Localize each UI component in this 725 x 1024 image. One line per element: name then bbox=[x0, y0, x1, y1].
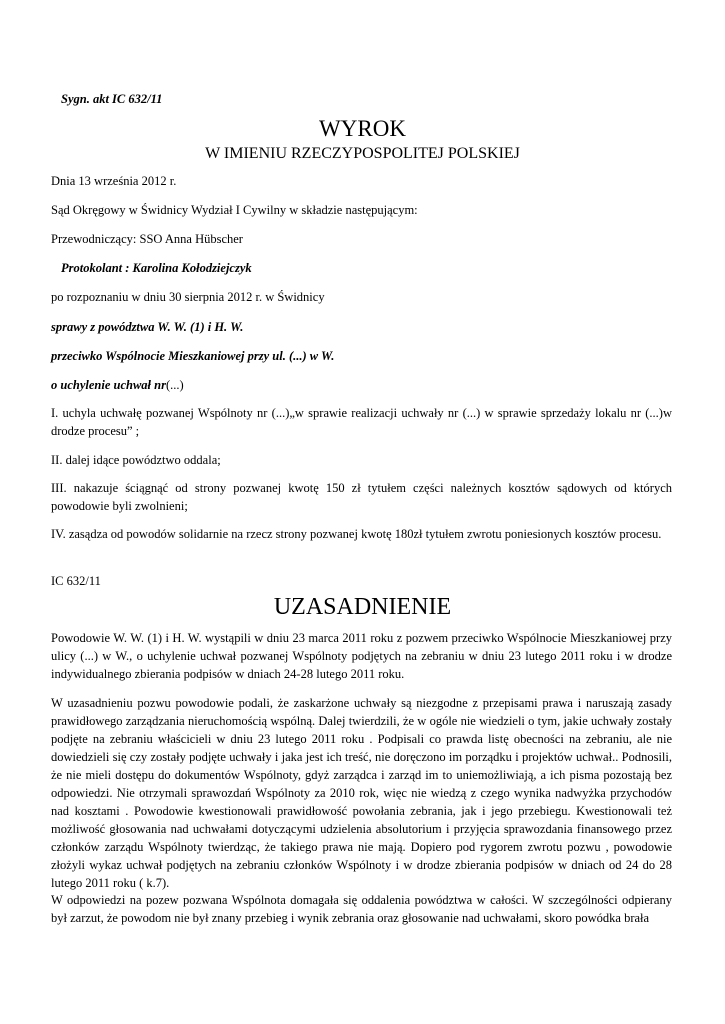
case-subject-ref: (...) bbox=[165, 378, 184, 392]
ruling-point-3: III. nakazuje ściągnąć od strony pozwanej kwotę 150 zł tytułem części należnych kosztów sądowych od których powodowie byli zwolnieni; bbox=[51, 481, 672, 513]
judgment-subtitle: W IMIENIU RZECZYPOSPOLITEJ POLSKIEJ bbox=[205, 145, 520, 162]
ruling-point-1: I. uchyla uchwałę pozwanej Wspólnoty nr (...)„w sprawie realizacji uchwały nr (...) w sprawie sprzedaży lokalu nr (...)w drodze procesu” ; bbox=[51, 406, 672, 438]
hearing-info: po rozpoznaniu w dniu 30 sierpnia 2012 r. w Świdnicy bbox=[51, 290, 325, 304]
judgment-title: WYROK bbox=[319, 116, 406, 141]
ruling-point-4: IV. zasądza od powodów solidarnie na rzecz strony pozwanej kwotę 180zł tytułem zwrotu poniesionych kosztów procesu. bbox=[51, 527, 662, 541]
case-subject bbox=[51, 376, 184, 394]
case-parties-defendant: przeciwko Wspólnocie Mieszkaniowej przy ul. (...) w W. bbox=[51, 349, 335, 363]
judgment-date: Dnia 13 września 2012 r. bbox=[51, 174, 177, 188]
ruling-point-2: II. dalej idące powództwo oddala; bbox=[51, 453, 221, 467]
case-subject-label: o uchylenie uchwał nr bbox=[51, 378, 166, 392]
presiding-judge: Przewodniczący: SSO Anna Hübscher bbox=[51, 232, 243, 246]
case-signature: Sygn. akt IC 632/11 bbox=[61, 92, 163, 106]
case-signature-2: IC 632/11 bbox=[51, 574, 101, 588]
justification-title: UZASADNIENIE bbox=[273, 594, 452, 620]
justification-paragraph-3: W odpowiedzi na pozew pozwana Wspólnota domagała się oddalenia powództwa w całości. W szczególności odpierany był zarzut, że powodom nie był znany przebieg i wynik zebrania oraz głosowanie nad uchwałami, skoro powódka brała bbox=[51, 893, 672, 925]
court-clerk: Protokolant : Karolina Kołodziejczyk bbox=[61, 261, 252, 275]
justification-paragraph-1: Powodowie W. W. (1) i H. W. wystąpili w dniu 23 marca 2011 roku z pozwem przeciwko Wspólnocie Mieszkaniowej przy ulicy (...) w W., o uchylenie uchwał pozwanej Wspólnoty podjętych na zebraniu w dniu 23 lutego 2011 roku i w drodze indywidualnego zbierania podpisów w dniach 24-28 lutego 2011 roku. bbox=[51, 631, 672, 681]
case-parties-plaintiffs: sprawy z powództwa W. W. (1) i H. W. bbox=[51, 320, 244, 334]
justification-paragraph-2: W uzasadnieniu pozwu powodowie podali, że zaskarżone uchwały są niezgodne z przepisami prawa i naruszają zasady prawidłowego zarządzania nieruchomością wspólną. Dalej twierdzili, że w ogóle nie wiedzieli o tym, jakie uchwały zostały podjęte na zebraniu właścicieli w dniu 23 lutego 2011 roku . Podpisali co prawda listę obecności na zebraniu, ale nie dowiedzieli się czy zostały podjęte uchwały i jaka jest ich treść, nie doręczono im porządku i projektów uchwał.. Podnosili, że nie mieli dostępu do dokumentów Wspólnoty, gdyż zarządca i zarząd im to uniemożliwiają, a ich pisma pozostają bez odpowiedzi. Nie otrzymali sprawozdań Wspólnoty za 2010 rok, więc nie wiedzą z czego wynika nadwyżka przychodów nad kosztami . Powodowie kwestionowali prawidłowość powołania zebrania, jak i jego przebiegu. Kwestionowali też możliwość głosowania nad uchwałami dotyczącymi udzielenia absolutorium i przyjęcia sprawozdania finansowego przez członków zarządu Wspólnoty twierdząc, że takiego prawa nie mają. Dopiero pod rygorem zwrotu pozwu , powodowie złożyli wykaz uchwał podjętych na zebraniu członków Wspólnoty i w drodze zbierania podpisów w dniach od 24 do 28 lutego 2011 roku ( k.7). bbox=[51, 696, 672, 890]
court-composition: Sąd Okręgowy w Świdnicy Wydział I Cywilny w składzie następującym: bbox=[51, 203, 418, 217]
